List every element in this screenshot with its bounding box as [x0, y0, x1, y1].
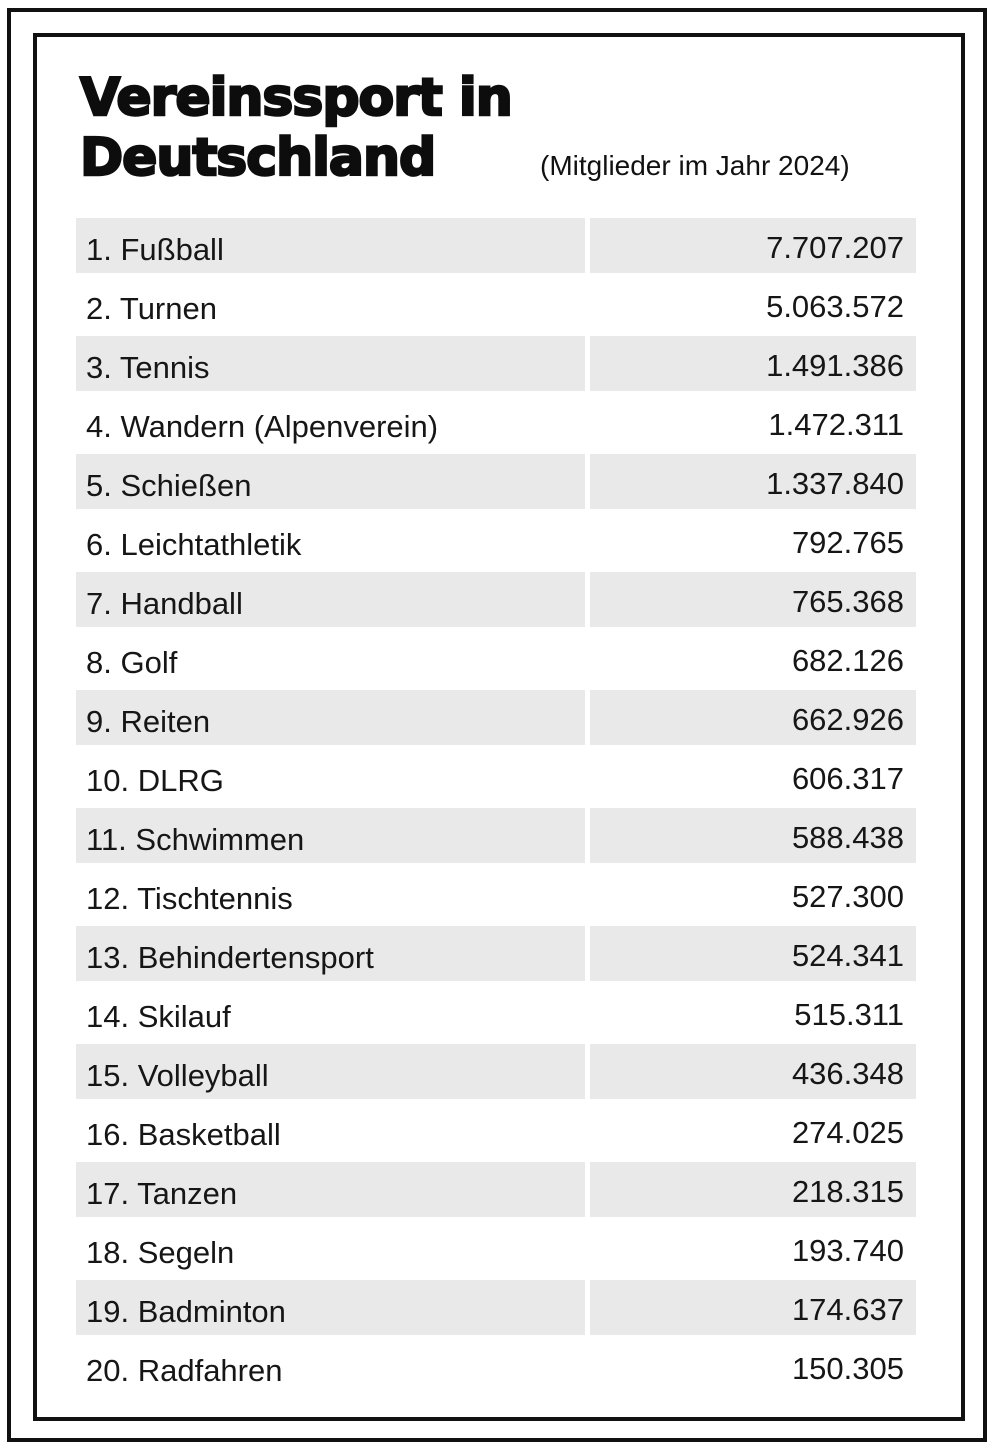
member-count: 527.300 — [791, 878, 904, 914]
sport-label: 1. Fußball — [76, 218, 585, 273]
member-count: 193.740 — [791, 1232, 904, 1268]
table-row — [76, 631, 916, 690]
member-count: 274.025 — [791, 1114, 904, 1150]
table-row — [76, 690, 916, 749]
member-count: 436.348 — [590, 1044, 916, 1099]
table-row — [76, 218, 916, 277]
member-count: 588.438 — [590, 808, 916, 863]
member-count: 792.765 — [791, 524, 904, 560]
sport-label: 6. Leichtathletik — [86, 526, 302, 562]
sport-label: 9. Reiten — [76, 690, 585, 745]
sport-label: 10. DLRG — [86, 762, 224, 798]
table-row — [76, 277, 916, 336]
sport-label: 12. Tischtennis — [86, 880, 293, 916]
table-row — [76, 395, 916, 454]
page-subtitle: (Mitglieder im Jahr 2024) — [540, 150, 850, 181]
membership-table — [76, 218, 916, 1398]
sport-label: 15. Volleyball — [76, 1044, 585, 1099]
table-row — [76, 454, 916, 513]
table-row — [76, 1339, 916, 1398]
table-row — [76, 513, 916, 572]
member-count: 174.637 — [590, 1280, 916, 1335]
sport-label: 4. Wandern (Alpenverein) — [86, 408, 439, 444]
sport-label: 19. Badminton — [76, 1280, 585, 1335]
sport-label: 18. Segeln — [86, 1234, 235, 1270]
sport-label: 3. Tennis — [76, 336, 585, 391]
table-row — [76, 1044, 916, 1103]
member-count: 765.368 — [590, 572, 916, 627]
member-count: 524.341 — [590, 926, 916, 981]
member-count: 1.337.840 — [590, 454, 916, 509]
table-row — [76, 572, 916, 631]
sport-label: 16. Basketball — [86, 1116, 281, 1152]
member-count: 218.315 — [590, 1162, 916, 1217]
sport-label: 14. Skilauf — [86, 998, 231, 1034]
sport-label: 8. Golf — [86, 644, 178, 680]
table-row — [76, 867, 916, 926]
member-count: 7.707.207 — [590, 218, 916, 273]
member-count: 1.491.386 — [590, 336, 916, 391]
sport-label: 13. Behindertensport — [76, 926, 585, 981]
sport-label: 11. Schwimmen — [76, 808, 585, 863]
sport-label: 20. Radfahren — [86, 1352, 283, 1388]
table-row — [76, 985, 916, 1044]
member-count: 150.305 — [791, 1350, 904, 1386]
sport-label: 2. Turnen — [86, 290, 217, 326]
sport-label: 5. Schießen — [76, 454, 585, 509]
sport-label: 17. Tanzen — [76, 1162, 585, 1217]
table-row — [76, 1162, 916, 1221]
table-row — [76, 926, 916, 985]
page-title-line-2: Deutschland — [80, 128, 436, 188]
page-title-line-1: Vereinssport in — [80, 68, 512, 128]
member-count: 1.472.311 — [768, 406, 904, 442]
member-count: 662.926 — [590, 690, 916, 745]
member-count: 5.063.572 — [766, 288, 904, 324]
table-row — [76, 808, 916, 867]
member-count: 682.126 — [791, 642, 904, 678]
table-row — [76, 749, 916, 808]
member-count: 606.317 — [791, 760, 904, 796]
sport-label: 7. Handball — [76, 572, 585, 627]
table-row — [76, 1280, 916, 1339]
table-row — [76, 1221, 916, 1280]
table-row — [76, 1103, 916, 1162]
member-count: 515.311 — [794, 996, 904, 1032]
table-row — [76, 336, 916, 395]
